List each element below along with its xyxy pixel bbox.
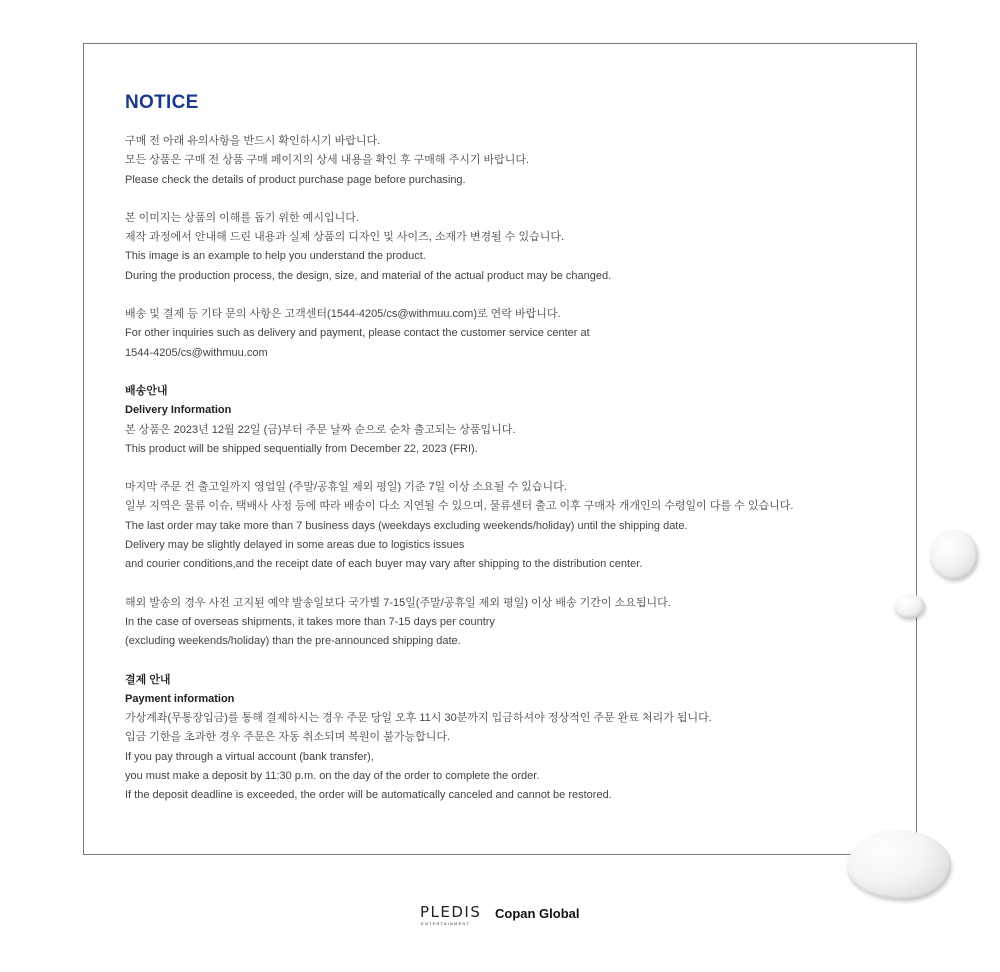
- notice-title: NOTICE: [125, 92, 199, 113]
- delivery-heading-en: Delivery Information: [125, 404, 232, 417]
- notice-body: [125, 132, 905, 825]
- text-line: 입금 기한을 초과한 경우 주문은 자동 취소되며 복원이 불가능합니다.: [125, 731, 451, 744]
- copan-global-logo: Copan Global: [495, 906, 580, 921]
- text-line: 마지막 주문 건 출고일까지 영업일 (주말/공휴일 제외 평일) 기준 7일 이상 소요될 수 있습니다.: [125, 481, 567, 494]
- water-droplet: [847, 830, 951, 900]
- text-line: This product will be shipped sequentially from December 22, 2023 (FRI).: [125, 442, 478, 455]
- text-line: The last order may take more than 7 business days (weekdays excluding weekends/holiday) until the shipping date.: [125, 519, 688, 532]
- delivery-paragraph: [125, 478, 905, 574]
- notice-box: [83, 43, 917, 855]
- text-line: 배송 및 결제 등 기타 문의 사항은 고객센터(1544-4205/cs@withmuu.com)로 연락 바랍니다.: [125, 308, 561, 321]
- text-line: 본 상품은 2023년 12월 22일 (금)부터 주문 날짜 순으로 순차 출고되는 상품입니다.: [125, 423, 516, 436]
- delivery-paragraph: [125, 421, 905, 460]
- payment-section: [125, 671, 905, 806]
- text-line: 모든 상품은 구매 전 상품 구매 페이지의 상세 내용을 확인 후 구매해 주시기 바랍니다.: [125, 154, 530, 167]
- text-line: Please check the details of product purchase page before purchasing.: [125, 173, 466, 186]
- text-line: During the production process, the design, size, and material of the actual product may be changed.: [125, 269, 612, 282]
- text-line: you must make a deposit by 11:30 p.m. on the day of the order to complete the order.: [125, 770, 540, 783]
- text-line: In the case of overseas shipments, it takes more than 7-15 days per country: [125, 615, 495, 628]
- delivery-heading-ko: 배송안내: [125, 384, 168, 397]
- text-line: 구매 전 아래 유의사항을 반드시 확인하시기 바랍니다.: [125, 135, 381, 147]
- text-line: This image is an example to help you understand the product.: [125, 250, 426, 263]
- text-line: and courier conditions,and the receipt date of each buyer may vary after shipping to the distribution center.: [125, 558, 643, 571]
- text-line: (excluding weekends/holiday) than the pre-announced shipping date.: [125, 635, 461, 648]
- purchase-notice-paragraph: [125, 132, 905, 190]
- text-line: 본 이미지는 상품의 이해를 돕기 위한 예시입니다.: [125, 211, 359, 224]
- payment-heading-en: Payment information: [125, 692, 235, 705]
- text-line: If you pay through a virtual account (bank transfer),: [125, 750, 374, 763]
- water-droplet: [894, 594, 925, 619]
- pledis-logo: PLEDIS: [420, 903, 482, 921]
- text-line: 제작 과정에서 안내해 드린 내용과 실제 상품의 디자인 및 사이즈, 소재가 변경될 수 있습니다.: [125, 231, 565, 244]
- text-line: 1544-4205/cs@withmuu.com: [125, 346, 268, 359]
- text-line: 가상계좌(무통장입금)를 통해 결제하시는 경우 주문 당일 오후 11시 30분까지 입금하셔야 정상적인 주문 완료 처리가 됩니다.: [125, 712, 712, 725]
- text-line: For other inquiries such as delivery and payment, please contact the customer service center at: [125, 327, 590, 340]
- text-line: 일부 지역은 물류 이슈, 택배사 사정 등에 따라 배송이 다소 지연될 수 있으며, 물류센터 출고 이후 구매자 개개인의 수령일이 다를 수 있습니다.: [125, 500, 794, 513]
- delivery-paragraph: [125, 594, 905, 652]
- text-line: Delivery may be slightly delayed in some areas due to logistics issues: [125, 539, 465, 552]
- text-line: If the deposit deadline is exceeded, the order will be automatically canceled and cannot be restored.: [125, 789, 612, 802]
- image-notice-paragraph: [125, 209, 905, 286]
- delivery-section: [125, 382, 905, 652]
- pledis-logo-subtitle: ENTERTAINMENT: [421, 921, 471, 926]
- text-line: 해외 발송의 경우 사전 고지된 예약 발송일보다 국가별 7-15일(주말/공휴일 제외 평일) 이상 배송 기간이 소요됩니다.: [125, 596, 671, 609]
- water-droplet: [930, 530, 978, 580]
- payment-heading-ko: 결제 안내: [125, 673, 171, 686]
- contact-paragraph: [125, 305, 905, 363]
